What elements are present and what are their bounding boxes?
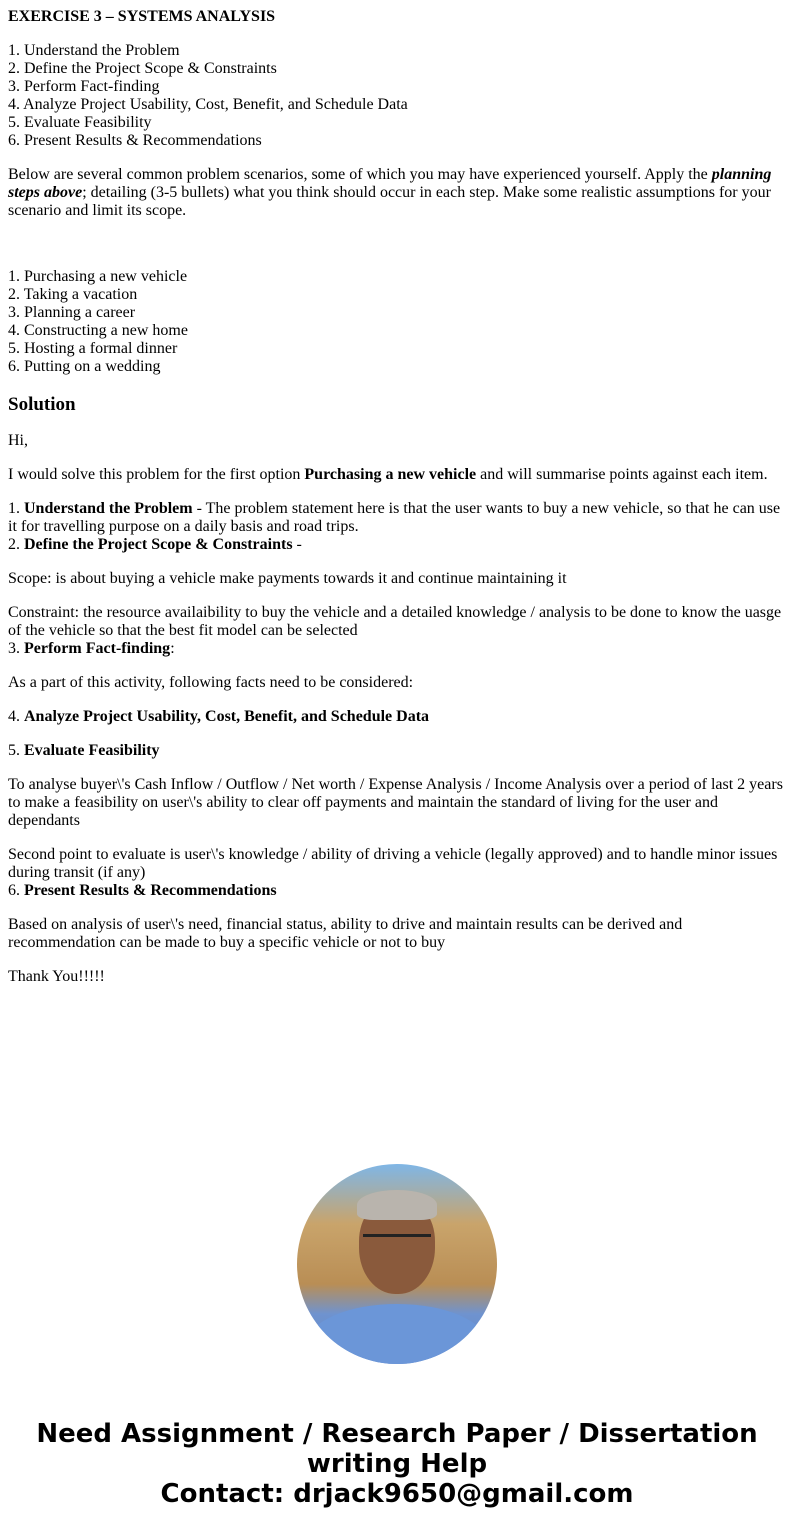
text: I would solve this problem for the first option bbox=[8, 466, 305, 483]
step5-paragraph bbox=[8, 742, 786, 760]
intro-paragraph bbox=[8, 166, 786, 220]
num: 5. bbox=[8, 742, 24, 759]
facts-paragraph: As a part of this activity, following facts need to be considered: bbox=[8, 674, 414, 691]
step1-paragraph bbox=[8, 500, 786, 554]
exercise-title bbox=[8, 8, 786, 26]
text: - The problem statement here is that the user wants to buy a new vehicle, so that he can use it for travelling purpose on a daily basis and road trips. bbox=[8, 500, 781, 535]
title-text: EXERCISE 3 – SYSTEMS ANALYSIS bbox=[8, 8, 276, 25]
step-item: 4. Analyze Project Usability, Cost, Benefit, and Schedule Data bbox=[8, 96, 408, 113]
feasibility-paragraph-2 bbox=[8, 846, 786, 900]
step-item: 3. Perform Fact-finding bbox=[8, 78, 160, 95]
footer-ad bbox=[8, 1419, 786, 1509]
photo-container bbox=[8, 1164, 786, 1369]
steps-list bbox=[8, 42, 786, 150]
greeting: Hi, bbox=[8, 432, 28, 449]
step-item: 5. Evaluate Feasibility bbox=[8, 114, 152, 131]
scenario-item: 5. Hosting a formal dinner bbox=[8, 340, 178, 357]
author-photo bbox=[297, 1164, 497, 1364]
text: : bbox=[170, 640, 175, 657]
step-heading: Understand the Problem bbox=[24, 500, 193, 517]
scenarios-list bbox=[8, 268, 786, 376]
choice-paragraph bbox=[8, 466, 786, 484]
num: 3. bbox=[8, 640, 24, 657]
intro-text: Below are several common problem scenarios, some of which you may have experienced yourself. Apply the bbox=[8, 166, 712, 183]
scenario-item: 1. Purchasing a new vehicle bbox=[8, 268, 188, 285]
step-heading: Perform Fact-finding bbox=[24, 640, 171, 657]
result-paragraph: Based on analysis of user\'s need, financial status, ability to drive and maintain results can be derived and recommendation can be made to buy a specific vehicle or not to buy bbox=[8, 916, 683, 951]
text: - bbox=[292, 536, 302, 553]
text: and will summarise points against each item. bbox=[476, 466, 768, 483]
scenario-item: 4. Constructing a new home bbox=[8, 322, 188, 339]
step4-paragraph bbox=[8, 708, 786, 726]
step-item: 2. Define the Project Scope & Constraints bbox=[8, 60, 277, 77]
scenario-item: 3. Planning a career bbox=[8, 304, 136, 321]
feasibility-paragraph-1: To analyse buyer\'s Cash Inflow / Outflow / Net worth / Expense Analysis / Income Analysis over a period of last 2 years to make a feasibility on user\'s ability to clear off payments and maintain the standard of living for the user and dependants bbox=[8, 776, 783, 829]
step-heading: Define the Project Scope & Constraints bbox=[24, 536, 293, 553]
step-heading: Present Results & Recommendations bbox=[24, 882, 277, 899]
constraint-paragraph bbox=[8, 604, 786, 658]
text: Constraint: the resource availaibility to buy the vehicle and a detailed knowledge / analysis to be done to know the uasge of the vehicle so that the best fit model can be selected bbox=[8, 604, 782, 639]
step-heading: Analyze Project Usability, Cost, Benefit, and Schedule Data bbox=[24, 708, 430, 725]
solution-heading: Solution bbox=[8, 394, 76, 415]
step-item: 6. Present Results & Recommendations bbox=[8, 132, 262, 149]
step-item: 1. Understand the Problem bbox=[8, 42, 180, 59]
num: 2. bbox=[8, 536, 24, 553]
footer-contact: Contact: drjack9650@gmail.com bbox=[160, 1479, 634, 1509]
thanks: Thank You!!!!! bbox=[8, 968, 105, 985]
intro-emphasis: planning steps above bbox=[8, 166, 772, 201]
scenario-item: 2. Taking a vacation bbox=[8, 286, 138, 303]
bold-text: Purchasing a new vehicle bbox=[304, 466, 477, 483]
scope-paragraph: Scope: is about buying a vehicle make payments towards it and continue maintaining it bbox=[8, 570, 567, 587]
num: 4. bbox=[8, 708, 24, 725]
num: 6. bbox=[8, 882, 24, 899]
step-heading: Evaluate Feasibility bbox=[24, 742, 160, 759]
num: 1. bbox=[8, 500, 24, 517]
scenario-item: 6. Putting on a wedding bbox=[8, 358, 161, 375]
text: Second point to evaluate is user\'s knowledge / ability of driving a vehicle (legally approved) and to handle minor issues during transit (if any) bbox=[8, 846, 778, 881]
footer-line-1: Need Assignment / Research Paper / Dissertation writing Help bbox=[36, 1419, 758, 1479]
intro-text: ; detailing (3-5 bullets) what you think should occur in each step. Make some realistic assumptions for your scenario and limit its scope. bbox=[8, 184, 771, 219]
